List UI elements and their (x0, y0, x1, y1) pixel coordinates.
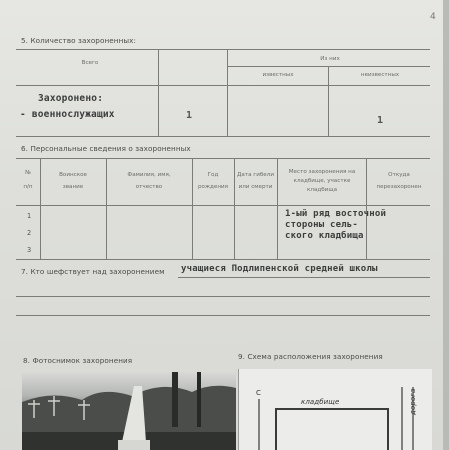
h-name-1: Фамилия, имя, (127, 172, 171, 178)
s7-value: учащиеся Подлипенской средней школы (181, 264, 378, 274)
h-birth-2: рождения (198, 184, 228, 190)
s6-top-line (16, 158, 430, 159)
s5-col-known: известных (262, 72, 294, 78)
s5-total-value: 1 (186, 110, 193, 121)
h-num-2: п/п (23, 184, 33, 190)
burial-photo (22, 372, 236, 450)
h-place-2: кладбище, участке (293, 178, 351, 184)
h-from-1: Откуда (388, 172, 410, 178)
h-death-1: Дата гибели (237, 172, 274, 178)
h-name-2: отчество (135, 184, 163, 190)
photo-scene (22, 372, 236, 450)
row-number-1: 1 (27, 212, 32, 220)
page-edge (443, 0, 449, 450)
scheme-drawing (239, 369, 432, 450)
photo-tree-trunk (197, 372, 201, 427)
s5-unknown-value: 1 (377, 115, 384, 126)
s6-bottom-line (16, 259, 430, 260)
s5-col-unknown: неизвестных (360, 72, 400, 78)
h-from-2: перезахоронен (376, 184, 422, 190)
scheme-label-north: С (256, 389, 261, 397)
s5-row-label-2: - военнослужащих (20, 109, 115, 120)
s6-vline-1 (40, 158, 41, 259)
h-place-3: кладбища (306, 187, 338, 193)
s6-vline-5 (277, 158, 278, 259)
s5-vline-3 (328, 66, 329, 136)
s7-line-1 (178, 277, 430, 278)
photo-tree-trunk (172, 372, 178, 427)
s7-line-2 (16, 296, 430, 297)
s5-bottom-line (16, 136, 430, 137)
s7-line-3 (16, 315, 430, 316)
section7-title: 7. Кто шефствует над захоронением (21, 267, 165, 276)
h-birth-1: Год (207, 172, 219, 178)
s5-row-label-1: Захоронено: (38, 93, 104, 104)
h-rank-2: звание (62, 184, 84, 190)
section9-title: 9. Схема расположения захоронения (238, 352, 383, 361)
photo-pedestal (118, 440, 150, 450)
burial-scheme (238, 369, 432, 450)
place-line-1: 1-ый ряд восточной (285, 209, 387, 219)
s5-top-line (16, 49, 430, 50)
section8-title: 8. Фотоснимок захоронения (23, 356, 133, 365)
s5-col-total: Всего (81, 60, 99, 66)
section5-title: 5. Количество захороненных: (21, 36, 137, 45)
section6-title: 6. Персональные сведения о захороненных (21, 144, 191, 153)
s5-col-of-them: Из них (320, 56, 340, 62)
row-number-2: 2 (27, 229, 32, 237)
page-number: 4 (430, 12, 436, 22)
place-line-3: ского кладбища (285, 231, 364, 241)
s6-header-line (16, 205, 430, 206)
row-number-3: 3 (27, 246, 32, 254)
scheme-label-road: дорога (409, 388, 417, 415)
h-death-2: или смерти (238, 184, 273, 190)
scheme-cemetery-outline (276, 409, 388, 450)
s5-vline-2 (227, 49, 228, 136)
scheme-label-cemetery: кладбище (301, 398, 340, 406)
s6-vline-2 (106, 158, 107, 259)
h-num-1: № (25, 170, 31, 176)
h-rank-1: Воинское (59, 172, 87, 178)
s5-vline-1 (158, 49, 159, 136)
s5-header-line (16, 85, 430, 86)
h-place-1: Место захоронения на (288, 169, 356, 175)
place-line-2: стороны сель- (285, 220, 359, 230)
